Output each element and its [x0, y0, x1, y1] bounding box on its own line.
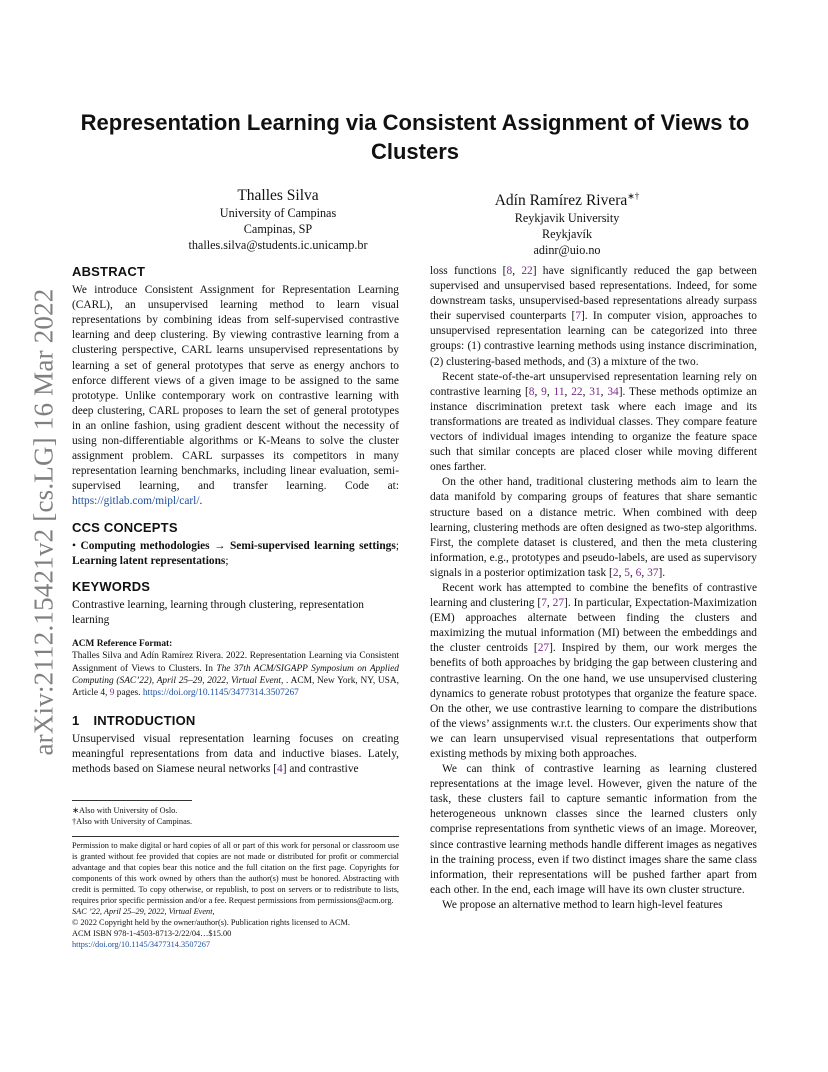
author-name: Thalles Silva [237, 187, 319, 204]
body-paragraph: Recent work has attempted to combine the benefits of contrastive learning and clustering [7, 27]. In particular, Expectation-Maximization (EM) approaches alternate between finding the clusters and maximizing the mutual information (MI) between the embeddings and the cluster centroids [27]. Inspired by them, our work merges the benefits of both approaches by bridging the gap between clustering and contrastive learning. On the one hand, we use unsupervised clustering dynamics to generate robust prototypes that organize the feature space. On the other, we use contrastive learning to compare the distributions of the views’ assignments w.r.t. the clusters. Our experiments show that we can learn unsupervised visual representations that outperform existing methods by mixing both approaches. [430, 581, 757, 760]
citation-link[interactable]: 7 [575, 310, 582, 323]
author-email[interactable]: adinr@uio.no [533, 242, 601, 257]
footnote-rule [72, 800, 192, 801]
citation-link[interactable]: 7 [541, 597, 547, 610]
citation-link[interactable]: 27 [537, 642, 550, 655]
permission-conference: SAC ’22, April 25–29, 2022, Virtual Event, [72, 907, 215, 916]
body-text: ]. Inspired by them, our work merges the benefits of both approaches by bridging the gap between clustering and contrastive learning. On the one hand, we use unsupervised clustering dynamics to generate robust prototypes that organize the feature space. On the other, we use contrastive learning to compare the distributions of the views’ assignments w.r.t. the clusters. Our experiments show that we can learn unsupervised visual representations that outperform existing methods by mixing both approaches. [430, 642, 757, 760]
acm-reference-text [72, 650, 399, 699]
paper-title: Representation Learning via Consistent Assignment of Views to Clusters [80, 110, 750, 164]
body-text: ]. In computer vision, approaches to unsupervised representation learning can be categorized into three groups: (1) contrastive learning methods using instance discrimination, (2) clustering-based methods, and (3) a mixture of the two. [430, 310, 757, 368]
citation-link[interactable]: 2 [612, 566, 619, 579]
abstract-text [72, 283, 399, 509]
acm-ref-venue: The 37th ACM/SIGAPP Symposium on Applied Computing (SAC’22), April 25–29, 2022, Virtual Event, [72, 663, 399, 686]
citation-link[interactable]: 5 [624, 566, 630, 579]
author-location: Campinas, SP [243, 221, 313, 236]
body-text: ]. [658, 566, 666, 579]
author-affiliation: Reykjavik University [514, 211, 620, 226]
ccs-part3: Learning latent representations [72, 554, 226, 567]
keywords-heading: KEYWORDS [72, 578, 151, 594]
permission-block [72, 836, 399, 950]
footnote-1: ∗Also with University of Oslo. [72, 806, 178, 815]
author-location: Reykjavík [541, 226, 593, 241]
citation-link[interactable]: 22 [571, 385, 583, 398]
body-text: On the other hand, traditional clustering methods aim to learn the data manifold by comparing groups of features that share semantic structure based on a distance metric. When combined with deep learning, clustering methods are often designed as two-step algorithms. First, the complete dataset is clustered, and then the meta clustering information, e.g., prototypes and pseudo-labels, are used as supervisory signals in a posterior optimization task [ [430, 476, 757, 579]
abstract-end: . [199, 495, 203, 508]
ccs-bullet: • [72, 539, 76, 552]
permission-rule [72, 836, 399, 837]
keywords-section [72, 579, 399, 628]
citation-link[interactable]: 9 [541, 385, 547, 398]
body-paragraph: Recent state-of-the-art unsupervised representation learning rely on contrastive learning [8, 9, 11, 22, 31, 34]. These methods optimize an instance discrimination pretext task where each image and its transformations are treated as individual classes. They compare feature vectors of individual images intending to organize the feature space such that similar concepts are placed closer while moving different ones farther. [430, 370, 757, 474]
intro-heading [72, 713, 399, 728]
ccs-section [72, 520, 399, 569]
acm-reference [72, 638, 399, 699]
arxiv-id: arXiv:2112.15421v2 [cs.LG] 16 Mar 2022 [28, 288, 59, 756]
body-text: ]. These methods optimize an instance discrimination pretext task where each image and its transformations are treated as individual classes. They compare feature vectors of individual images intending to organize the feature space such that similar concepts are placed closer while moving different ones farther. [430, 385, 757, 474]
keywords-text: Contrastive learning, learning through clustering, representation learning [72, 598, 364, 626]
citation-link[interactable]: 6 [635, 566, 642, 579]
introduction-section [72, 713, 399, 777]
body-paragraph: We can think of contrastive learning as learning clustered representations at the image level. However, given the nature of the task, these clusters fail to capture semantic information from the heterogeneous unknown classes since the learned clusters only comprise representations from synthetic views of an image. Moreover, since contrastive learning methods handle different images as negatives in the training process, even if two distinct images share the same class information, their representations will be pushed farther apart from each other. In the end, each image will have its own cluster structure. [430, 763, 757, 896]
right-column [430, 264, 757, 913]
author-email[interactable]: thalles.silva@students.ic.unicamp.br [188, 237, 368, 252]
abstract-heading: ABSTRACT [72, 264, 146, 279]
code-link[interactable]: https://gitlab.com/mipl/carl/ [72, 495, 200, 508]
ccs-end: ; [225, 554, 229, 567]
author-block-2 [397, 186, 737, 259]
permission-text: Permission to make digital or hard copies of all or part of this work for personal or classroom use is granted without fee provided that copies are not made or distributed for profit or commercial advantage and that copies bear this notice and the full citation on the first page. Copyrights for components of this work owned by others than the author(s) must be honored. Abstracting with credit is permitted. To copy otherwise, or republish, to post on servers or to redistribute to lists, requires prior specific permission and/or a fee. Request permissions from permissions@acm.org. [72, 841, 399, 905]
permission-copyright: © 2022 Copyright held by the owner/author(s). Publication rights licensed to ACM. [72, 918, 350, 927]
footnote-2: †Also with University of Campinas. [72, 817, 193, 826]
intro-text: ] and contrastive [282, 762, 359, 775]
abstract-body: We introduce Consistent Assignment for Representation Learning (CARL), an unsupervised learning method to learn visual representations by combining ideas from self-supervised contrastive learning and deep clustering. By viewing contrastive learning from a clustering perspective, CARL learns unsupervised representations by learning a set of general prototypes that serve as energy anchors to enforce different views of a given image to be assigned to the same prototype. Unlike contemporary work on contrastive learning with deep clustering, CARL proposes to learn the set of general prototypes in an online fashion, using gradient descent without the necessity of using non-differentiable algorithms or K-Means to solve the cluster assignment problem. CARL surpasses its competitors in many representation learning benchmarks, including linear evaluation, semi-supervised learning, and transfer learning. Code at: [72, 284, 399, 493]
acm-ref-text1: Thalles Silva and Adín Ramírez Rivera. 2022. Representation Learning via Consistent Assignment of Views to Clusters. In [72, 651, 399, 674]
body-paragraph: We propose an alternative method to learn high-level features [442, 898, 723, 911]
body-text: ]. In particular, Expectation-Maximization (EM) approaches alternate between finding the clusters and maximizing the mutual information (MI) between the embeddings and the cluster centroids [ [430, 597, 757, 655]
author-name-line [397, 186, 737, 211]
intro-title: INTRODUCTION [93, 712, 196, 728]
citation-link[interactable]: 4 [276, 762, 283, 775]
body-paragraph [430, 264, 757, 370]
author-name: Adín Ramírez Rivera [494, 192, 628, 210]
arxiv-sidebar-stamp [14, 282, 74, 762]
intro-number: 1 [72, 712, 80, 728]
acm-reference-label: ACM Reference Format: [72, 639, 173, 650]
citation-link[interactable]: 27 [552, 597, 565, 610]
body-text: ] have significantly reduced the gap between supervised and unsupervised based representations. Indeed, for some downstream tasks, unsupervised-based representations already surpass their supervised counterparts [ [430, 265, 758, 323]
body-text: Recent state-of-the-art unsupervised representation learning rely on contrastive learning [ [430, 370, 757, 398]
intro-text: Unsupervised visual representation learning focuses on creating meaningful representations from data and inductive biases. Lately, methods based on Siamese neural networks [ [72, 732, 399, 775]
author-affiliation: University of Campinas [219, 206, 337, 220]
body-text: Recent work has attempted to combine the benefits of contrastive learning and clustering [ [430, 581, 757, 610]
acm-ref-text3: pages. [114, 688, 143, 699]
ccs-sep: ; [395, 539, 399, 552]
citation-link[interactable]: 8 [528, 385, 535, 398]
citation-link[interactable]: 22 [521, 265, 533, 277]
acm-ref-doi-link[interactable]: https://doi.org/10.1145/3477314.3507267 [142, 688, 299, 699]
acm-ref-pages[interactable]: 9 [109, 688, 115, 699]
intro-paragraph [72, 732, 399, 777]
footnotes [72, 800, 399, 827]
citation-link[interactable]: 11 [553, 385, 565, 398]
citation-link[interactable]: 31 [589, 385, 601, 398]
ccs-arrow: → [214, 539, 226, 552]
left-column [72, 264, 399, 777]
permission-doi-link[interactable]: https://doi.org/10.1145/3477314.3507267 [72, 940, 211, 949]
citation-separator: , [512, 265, 522, 277]
permission-isbn: ACM ISBN 978-1-4503-8713-2/22/04…$15.00 [72, 929, 232, 938]
body-text: loss functions [ [430, 265, 507, 277]
author-marks: ∗† [627, 191, 640, 201]
ccs-heading: CCS CONCEPTS [72, 519, 178, 535]
citation-link[interactable]: 8 [506, 265, 513, 277]
ccs-part1: Computing methodologies [80, 539, 210, 552]
ccs-part2: Semi-supervised learning settings [229, 539, 396, 552]
body-paragraph: On the other hand, traditional clustering methods aim to learn the data manifold by comparing groups of features that share semantic structure based on a distance metric. When combined with deep learning, clustering methods are often designed as two-step algorithms. First, the complete dataset is clustered, and then the meta clustering information, e.g., prototypes and pseudo-labels, are used as supervisory signals in a posterior optimization task [2, 5, 6, 37]. [430, 476, 757, 579]
citation-link[interactable]: 34 [607, 385, 619, 398]
citation-link[interactable]: 37 [647, 566, 659, 579]
ccs-text [72, 539, 399, 569]
acm-ref-text2: . ACM, New York, NY, USA, Article 4, [72, 675, 399, 699]
